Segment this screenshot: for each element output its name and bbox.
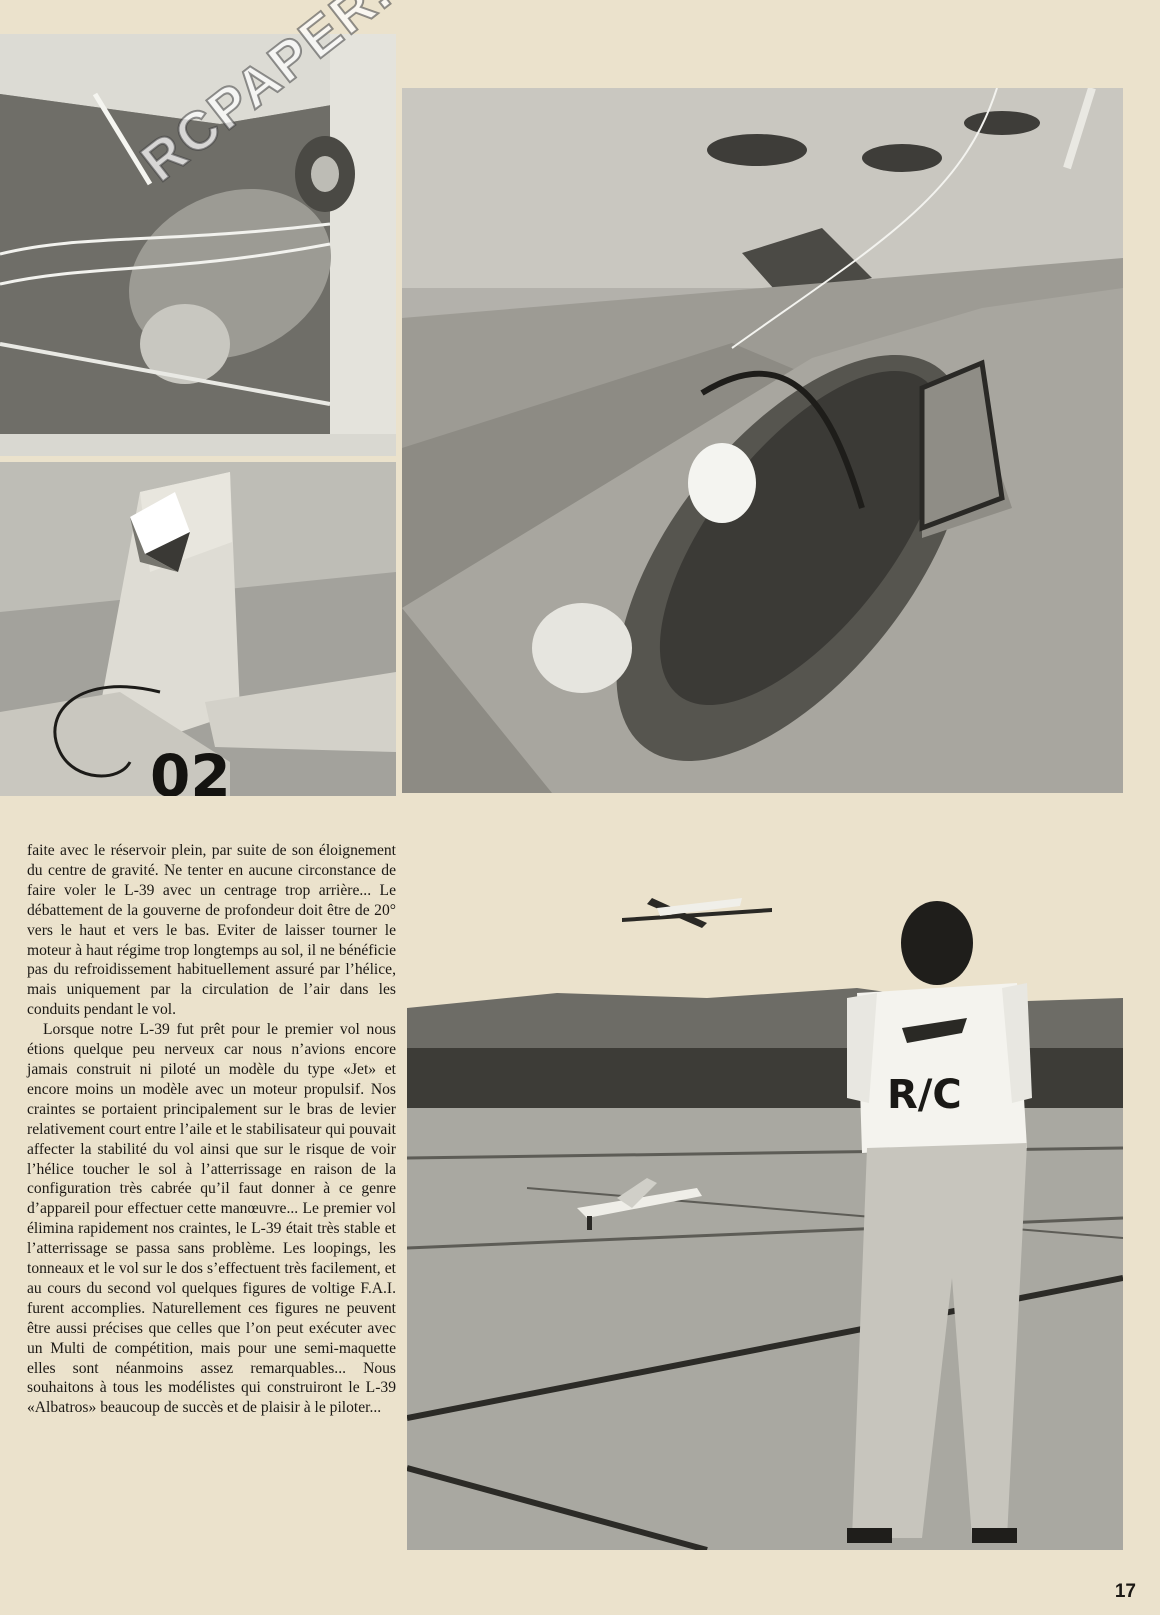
cockpit-photo bbox=[402, 88, 1123, 793]
tshirt-lettering: R/C bbox=[887, 1072, 962, 1118]
article-text bbox=[27, 841, 396, 1418]
article-paragraph: Lorsque notre L-39 fut prêt pour le premier vol nous étions quelque peu nerveux car nous n’avions encore jamais construit ni piloté un modèle du type «Jet» et encore moins un modèle avec un moteur propulsif. Nos craintes se portaient principalement sur le bras de levier relativement court entre l’aile et le stabilisateur qui pouvait affecter la stabilité du vol ainsi que sur le risque de voir l’hélice toucher le sol à l’atterrissage en raison de la configuration très cabrée qu’il faut donner à ce genre d’appareil pour effectuer cette manœuvre... Le premier vol élimina rapidement nos craintes, le L-39 était très stable et l’atterrissage se passa sans problème. Les loopings, les tonneaux et le vol sur le dos s’effectuent très facilement, et au cours du second vol quelques figures de voltige F.A.I. furent accomplies. Naturellement ces figures ne peuvent être aussi précises que celles que l’on peut exécuter avec un Multi de compétition, mais pour une semi-maquette elles sont néanmoins assez remarquables... Nous souhaitons à tous les modélistes qui construiront le L-39 «Albatros» beaucoup de succès et de plaisir à le piloter... bbox=[27, 1021, 396, 1417]
tail-number: 02 bbox=[150, 742, 231, 796]
tail-fin-photo bbox=[0, 462, 396, 796]
page-number: 17 bbox=[1114, 1581, 1136, 1602]
flight-photo bbox=[407, 858, 1123, 1550]
article-paragraph: faite avec le réservoir plein, par suite de son éloignement du centre de gravité. Ne tenter en aucune circonstance de faire voler le L-39 avec un centrage trop arrière... Le débattement de la gouverne de profondeur doit être de 20° vers le haut et vers le bas. Eviter de laisser tourner le moteur à haut régime trop longtemps au sol, il ne bénéficie pas du refroidissement habituellement assuré par l’hélice, mais uniquement par la circulation de l’air dans les conduits pendant le vol. bbox=[27, 842, 396, 1019]
